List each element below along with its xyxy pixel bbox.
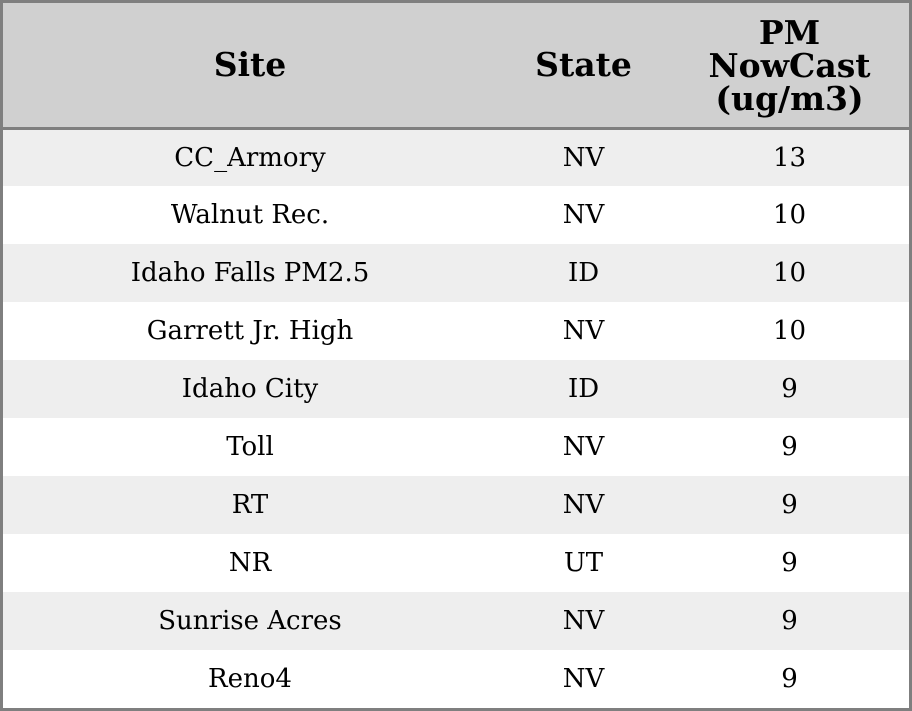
state-cell: NV (562, 200, 605, 230)
state-cell: NV (562, 664, 605, 694)
state-cell: NV (562, 432, 605, 462)
table-row (3, 476, 909, 534)
table-row (3, 244, 909, 302)
pm-value-cell: 9 (781, 606, 798, 636)
column-header-state: State (497, 3, 670, 128)
header-row (3, 3, 909, 128)
pm-value-cell: 13 (772, 142, 807, 173)
table-row (3, 418, 909, 476)
pm-value-cell: 9 (781, 490, 798, 520)
state-cell: UT (563, 548, 604, 578)
state-cell: ID (567, 374, 600, 404)
site-cell: Walnut Rec. (170, 200, 330, 230)
table-row (3, 650, 909, 708)
state-cell: NV (562, 316, 605, 346)
pm-value-cell: 9 (781, 548, 798, 578)
table-body (3, 128, 909, 708)
table-header (3, 3, 909, 128)
site-cell: Reno4 (208, 664, 292, 694)
state-cell: ID (567, 258, 600, 288)
table-row (3, 592, 909, 650)
site-cell: Idaho Falls PM2.5 (130, 258, 370, 288)
site-cell: Idaho City (181, 374, 319, 404)
pm-header-line-2: NowCast (708, 46, 871, 86)
pm-value-cell: 9 (781, 374, 798, 404)
pm-value-cell: 10 (772, 316, 807, 346)
table-row (3, 360, 909, 418)
site-cell: Sunrise Acres (158, 606, 342, 636)
state-cell: NV (562, 142, 605, 173)
site-cell: CC_Armory (174, 142, 326, 173)
table-row (3, 302, 909, 360)
column-header-site: Site (3, 3, 497, 128)
column-header-pm-nowcast (670, 3, 909, 128)
site-cell: Garrett Jr. High (146, 316, 354, 346)
data-table (3, 3, 909, 708)
state-cell: NV (562, 606, 605, 636)
table-row (3, 534, 909, 592)
pm-header-line-1: PM (758, 13, 821, 53)
pm-header-line-3: (ug/m3) (715, 79, 864, 119)
pm-value-cell: 10 (772, 200, 807, 230)
pm-value-cell: 10 (772, 258, 807, 288)
site-cell: NR (228, 548, 272, 578)
table-row (3, 128, 909, 186)
site-cell: RT (231, 490, 269, 520)
pm-value-cell: 9 (781, 664, 798, 694)
state-cell: NV (562, 490, 605, 520)
site-cell: Toll (226, 432, 274, 462)
pm-value-cell: 9 (781, 432, 798, 462)
table-row (3, 186, 909, 244)
